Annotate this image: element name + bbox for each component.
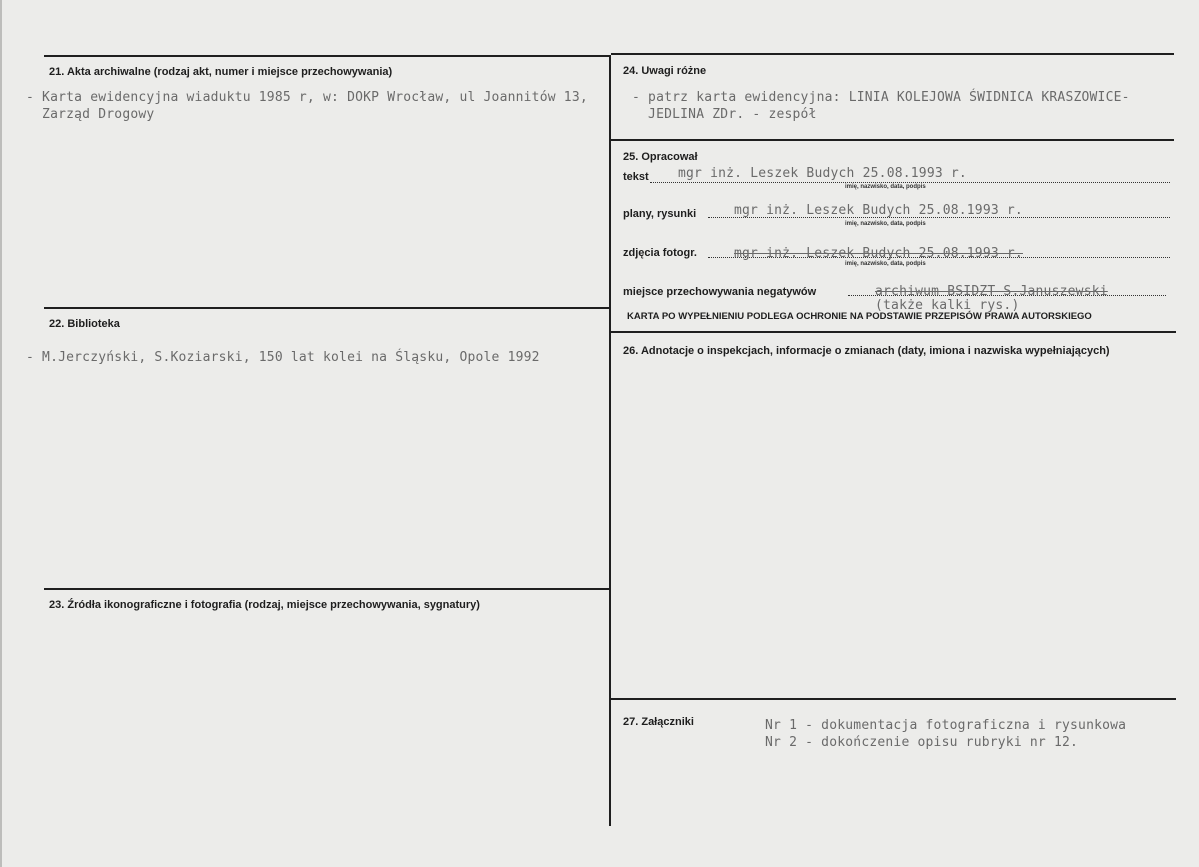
- divider-top-left: [44, 55, 610, 57]
- plany-value: mgr inż. Leszek Budych 25.08.1993 r.: [734, 203, 1023, 218]
- section-27-line1: Nr 1 - dokumentacja fotograficzna i rysunkowa: [765, 718, 1127, 733]
- divider-26: [611, 331, 1176, 333]
- section-22-line1: - M.Jerczyński, S.Koziarski, 150 lat kolei na Śląsku, Opole 1992: [26, 350, 540, 365]
- section-27-header: 27. Załączniki: [623, 716, 694, 728]
- plany-label: plany, rysunki: [623, 208, 697, 220]
- section-21-line1: - Karta ewidencyjna wiaduktu 1985 r, w: DOKP Wrocław, ul Joannitów 13,: [26, 90, 588, 105]
- zdjecia-value: mgr inż. Leszek Budych 25.08.1993 r.: [734, 246, 1023, 261]
- divider-23: [44, 588, 610, 590]
- divider-22: [44, 307, 610, 309]
- section-26-header: 26. Adnotacje o inspekcjach, informacje o zmianach (daty, imiona i nazwiska wypełniających): [623, 345, 1110, 357]
- section-24-line2: JEDLINA ZDr. - zespół: [632, 107, 817, 122]
- negatywy-label: miejsce przechowywania negatywów: [623, 286, 817, 298]
- plany-caption: imię, nazwisko, data, podpis: [845, 221, 926, 227]
- section-22-header: 22. Biblioteka: [49, 318, 120, 330]
- tekst-label: tekst: [623, 171, 649, 183]
- section-21-header: 21. Akta archiwalne (rodzaj akt, numer i miejsce przechowywania): [49, 66, 393, 78]
- negatywy-value: archiwum BSIDZT S.Januszewski: [875, 284, 1108, 299]
- section-27-line2: Nr 2 - dokończenie opisu rubryki nr 12.: [765, 735, 1079, 750]
- tekst-caption: imię, nazwisko, data, podpis: [845, 184, 926, 190]
- tekst-dotted-line: [650, 182, 1170, 183]
- divider-vertical: [609, 55, 611, 826]
- section-21-line2: Zarząd Drogowy: [26, 107, 155, 122]
- negatywy-value-2: (także kalki rys.): [875, 298, 1020, 313]
- divider-25: [611, 139, 1174, 141]
- section-24-header: 24. Uwagi różne: [623, 65, 707, 77]
- zdjecia-caption: imię, nazwisko, data, podpis: [845, 261, 926, 267]
- copyright-notice: KARTA PO WYPEŁNIENIU PODLEGA OCHRONIE NA PODSTAWIE PRZEPISÓW PRAWA AUTORSKIEGO: [627, 311, 1092, 322]
- zdjecia-label: zdjęcia fotogr.: [623, 247, 697, 259]
- section-24-line1: - patrz karta ewidencyjna: LINIA KOLEJOWA ŚWIDNICA KRASZOWICE-: [632, 90, 1130, 105]
- section-23-header: 23. Źródła ikonograficzne i fotografia (rodzaj, miejsce przechowywania, sygnatury): [49, 599, 480, 611]
- tekst-value: mgr inż. Leszek Budych 25.08.1993 r.: [678, 166, 967, 181]
- section-25-header: 25. Opracował: [623, 151, 698, 163]
- divider-top-right: [611, 53, 1174, 55]
- divider-27: [611, 698, 1176, 700]
